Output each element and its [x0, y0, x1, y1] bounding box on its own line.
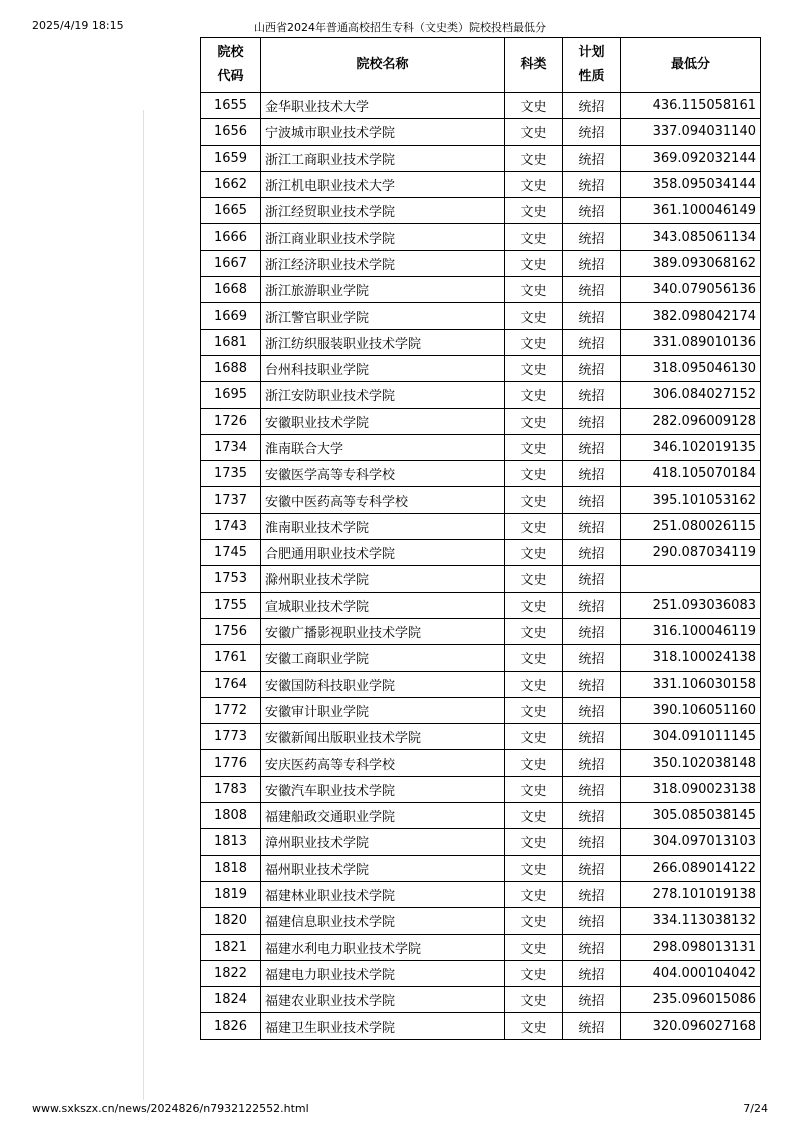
header-name: 院校名称	[261, 38, 505, 93]
cell-name: 安徽汽车职业技术学院	[261, 776, 505, 802]
cell-code: 1772	[201, 697, 261, 723]
header-plan-line2: 性质	[578, 69, 605, 84]
cell-code: 1826	[201, 1013, 261, 1039]
cell-code: 1659	[201, 145, 261, 171]
table-row	[201, 198, 761, 224]
table-row	[201, 277, 761, 303]
cell-plan: 统招	[563, 250, 621, 276]
cell-name: 安徽中医药高等专科学校	[261, 487, 505, 513]
cell-score: 390.106051160	[621, 697, 761, 723]
table-row	[201, 987, 761, 1013]
cell-category: 文史	[505, 224, 563, 250]
cell-category: 文史	[505, 881, 563, 907]
header-code	[201, 38, 261, 93]
cell-plan: 统招	[563, 987, 621, 1013]
cell-name: 浙江机电职业技术大学	[261, 171, 505, 197]
cell-category: 文史	[505, 513, 563, 539]
cell-category: 文史	[505, 355, 563, 381]
cell-name: 福建农业职业技术学院	[261, 987, 505, 1013]
cell-category: 文史	[505, 987, 563, 1013]
table-row	[201, 671, 761, 697]
cell-score: 235.096015086	[621, 987, 761, 1013]
cell-score: 304.097013103	[621, 829, 761, 855]
cell-score: 298.098013131	[621, 934, 761, 960]
cell-plan: 统招	[563, 303, 621, 329]
cell-score: 404.000104042	[621, 960, 761, 986]
cell-category: 文史	[505, 171, 563, 197]
cell-category: 文史	[505, 908, 563, 934]
cell-category: 文史	[505, 645, 563, 671]
cell-score: 251.080026115	[621, 513, 761, 539]
cell-plan: 统招	[563, 776, 621, 802]
header-plan-line1: 计划	[578, 45, 605, 60]
cell-category: 文史	[505, 198, 563, 224]
cell-name: 宁波城市职业技术学院	[261, 119, 505, 145]
cell-plan: 统招	[563, 487, 621, 513]
admission-score-table	[200, 37, 761, 1040]
cell-score: 395.101053162	[621, 487, 761, 513]
cell-name: 浙江警官职业学院	[261, 303, 505, 329]
cell-plan: 统招	[563, 671, 621, 697]
cell-score: 382.098042174	[621, 303, 761, 329]
table-row	[201, 855, 761, 881]
cell-name: 浙江工商职业技术学院	[261, 145, 505, 171]
table-row	[201, 934, 761, 960]
cell-category: 文史	[505, 329, 563, 355]
page-number: 7/24	[743, 1102, 768, 1115]
cell-score: 318.100024138	[621, 645, 761, 671]
cell-plan: 统招	[563, 382, 621, 408]
cell-score: 436.115058161	[621, 93, 761, 119]
cell-plan: 统招	[563, 934, 621, 960]
table-row	[201, 461, 761, 487]
cell-plan: 统招	[563, 329, 621, 355]
cell-score: 290.087034119	[621, 540, 761, 566]
cell-plan: 统招	[563, 461, 621, 487]
cell-category: 文史	[505, 829, 563, 855]
cell-code: 1818	[201, 855, 261, 881]
cell-code: 1695	[201, 382, 261, 408]
cell-code: 1764	[201, 671, 261, 697]
table-row	[201, 1013, 761, 1039]
cell-code: 1726	[201, 408, 261, 434]
table-row	[201, 303, 761, 329]
table-row	[201, 776, 761, 802]
table-row	[201, 513, 761, 539]
cell-name: 福建电力职业技术学院	[261, 960, 505, 986]
cell-category: 文史	[505, 855, 563, 881]
cell-category: 文史	[505, 382, 563, 408]
table-row	[201, 750, 761, 776]
cell-name: 淮南联合大学	[261, 434, 505, 460]
cell-code: 1681	[201, 329, 261, 355]
cell-category: 文史	[505, 119, 563, 145]
cell-code: 1776	[201, 750, 261, 776]
table-row	[201, 697, 761, 723]
table-row	[201, 355, 761, 381]
cell-plan: 统招	[563, 697, 621, 723]
cell-code: 1667	[201, 250, 261, 276]
cell-code: 1655	[201, 93, 261, 119]
cell-category: 文史	[505, 960, 563, 986]
cell-score: 389.093068162	[621, 250, 761, 276]
cell-name: 台州科技职业学院	[261, 355, 505, 381]
table-row	[201, 224, 761, 250]
cell-code: 1688	[201, 355, 261, 381]
cell-code: 1669	[201, 303, 261, 329]
cell-plan: 统招	[563, 355, 621, 381]
cell-code: 1820	[201, 908, 261, 934]
cell-category: 文史	[505, 250, 563, 276]
cell-code: 1808	[201, 803, 261, 829]
cell-name: 合肥通用职业技术学院	[261, 540, 505, 566]
cell-category: 文史	[505, 1013, 563, 1039]
table-row	[201, 803, 761, 829]
cell-plan: 统招	[563, 513, 621, 539]
cell-code: 1668	[201, 277, 261, 303]
table-row	[201, 119, 761, 145]
cell-category: 文史	[505, 724, 563, 750]
cell-name: 福建信息职业技术学院	[261, 908, 505, 934]
cell-score: 346.102019135	[621, 434, 761, 460]
cell-score	[621, 566, 761, 592]
cell-score: 334.113038132	[621, 908, 761, 934]
cell-score: 350.102038148	[621, 750, 761, 776]
cell-score: 305.085038145	[621, 803, 761, 829]
cell-category: 文史	[505, 697, 563, 723]
cell-score: 331.106030158	[621, 671, 761, 697]
cell-plan: 统招	[563, 645, 621, 671]
cell-name: 福州职业技术学院	[261, 855, 505, 881]
cell-plan: 统招	[563, 592, 621, 618]
cell-code: 1745	[201, 540, 261, 566]
cell-category: 文史	[505, 803, 563, 829]
cell-name: 浙江安防职业技术学院	[261, 382, 505, 408]
cell-code: 1666	[201, 224, 261, 250]
cell-name: 安徽职业技术学院	[261, 408, 505, 434]
cell-category: 文史	[505, 776, 563, 802]
cell-score: 251.093036083	[621, 592, 761, 618]
cell-category: 文史	[505, 277, 563, 303]
cell-name: 安徽广播影视职业技术学院	[261, 618, 505, 644]
cell-category: 文史	[505, 671, 563, 697]
cell-category: 文史	[505, 461, 563, 487]
cell-category: 文史	[505, 434, 563, 460]
cell-plan: 统招	[563, 960, 621, 986]
cell-plan: 统招	[563, 750, 621, 776]
table-row	[201, 881, 761, 907]
cell-score: 358.095034144	[621, 171, 761, 197]
cell-category: 文史	[505, 408, 563, 434]
cell-score: 318.095046130	[621, 355, 761, 381]
page-title: 山西省2024年普通高校招生专科（文史类）院校投档最低分	[254, 21, 546, 34]
cell-plan: 统招	[563, 908, 621, 934]
cell-plan: 统招	[563, 119, 621, 145]
table-row	[201, 645, 761, 671]
cell-code: 1819	[201, 881, 261, 907]
table-row	[201, 618, 761, 644]
cell-code: 1783	[201, 776, 261, 802]
header-score: 最低分	[621, 38, 761, 93]
cell-plan: 统招	[563, 224, 621, 250]
cell-category: 文史	[505, 566, 563, 592]
cell-name: 浙江纺织服装职业技术学院	[261, 329, 505, 355]
table-row	[201, 592, 761, 618]
header-category: 科类	[505, 38, 563, 93]
cell-plan: 统招	[563, 1013, 621, 1039]
cell-code: 1665	[201, 198, 261, 224]
cell-code: 1737	[201, 487, 261, 513]
header-plan	[563, 38, 621, 93]
cell-name: 安徽工商职业学院	[261, 645, 505, 671]
cell-name: 安庆医药高等专科学校	[261, 750, 505, 776]
cell-code: 1755	[201, 592, 261, 618]
table-row	[201, 487, 761, 513]
cell-name: 安徽新闻出版职业技术学院	[261, 724, 505, 750]
cell-score: 340.079056136	[621, 277, 761, 303]
cell-plan: 统招	[563, 145, 621, 171]
cell-code: 1735	[201, 461, 261, 487]
print-datetime: 2025/4/19 18:15	[32, 19, 124, 32]
cell-plan: 统招	[563, 198, 621, 224]
cell-code: 1824	[201, 987, 261, 1013]
cell-plan: 统招	[563, 93, 621, 119]
cell-code: 1773	[201, 724, 261, 750]
cell-name: 安徽审计职业学院	[261, 697, 505, 723]
table-row	[201, 145, 761, 171]
cell-name: 福建船政交通职业学院	[261, 803, 505, 829]
table-row	[201, 960, 761, 986]
cell-plan: 统招	[563, 277, 621, 303]
header-code-line2: 代码	[217, 69, 244, 84]
header-code-line1: 院校	[217, 45, 244, 60]
cell-score: 278.101019138	[621, 881, 761, 907]
cell-plan: 统招	[563, 855, 621, 881]
table-row	[201, 329, 761, 355]
cell-name: 滁州职业技术学院	[261, 566, 505, 592]
cell-score: 304.091011145	[621, 724, 761, 750]
table-row	[201, 171, 761, 197]
cell-code: 1662	[201, 171, 261, 197]
cell-code: 1656	[201, 119, 261, 145]
cell-score: 316.100046119	[621, 618, 761, 644]
cell-plan: 统招	[563, 881, 621, 907]
cell-name: 福建水利电力职业技术学院	[261, 934, 505, 960]
cell-name: 浙江经贸职业技术学院	[261, 198, 505, 224]
table-row	[201, 434, 761, 460]
cell-code: 1734	[201, 434, 261, 460]
cell-plan: 统招	[563, 434, 621, 460]
table-row	[201, 408, 761, 434]
cell-plan: 统招	[563, 540, 621, 566]
table-body	[201, 93, 761, 1040]
table-row	[201, 829, 761, 855]
cell-code: 1753	[201, 566, 261, 592]
cell-name: 福建卫生职业技术学院	[261, 1013, 505, 1039]
cell-category: 文史	[505, 618, 563, 644]
cell-category: 文史	[505, 750, 563, 776]
cell-score: 343.085061134	[621, 224, 761, 250]
cell-name: 安徽医学高等专科学校	[261, 461, 505, 487]
cell-plan: 统招	[563, 566, 621, 592]
cell-name: 宣城职业技术学院	[261, 592, 505, 618]
cell-name: 浙江商业职业技术学院	[261, 224, 505, 250]
cell-code: 1761	[201, 645, 261, 671]
cell-code: 1813	[201, 829, 261, 855]
table-row	[201, 566, 761, 592]
cell-category: 文史	[505, 592, 563, 618]
cell-score: 306.084027152	[621, 382, 761, 408]
margin-rule	[143, 110, 144, 1100]
cell-category: 文史	[505, 303, 563, 329]
cell-plan: 统招	[563, 803, 621, 829]
cell-score: 320.096027168	[621, 1013, 761, 1039]
cell-score: 361.100046149	[621, 198, 761, 224]
cell-category: 文史	[505, 540, 563, 566]
cell-score: 337.094031140	[621, 119, 761, 145]
cell-plan: 统招	[563, 171, 621, 197]
page-url: www.sxkszx.cn/news/2024826/n7932122552.html	[32, 1102, 309, 1115]
cell-category: 文史	[505, 487, 563, 513]
table-row	[201, 250, 761, 276]
cell-category: 文史	[505, 934, 563, 960]
table-row	[201, 724, 761, 750]
cell-name: 浙江经济职业技术学院	[261, 250, 505, 276]
table-header-row	[201, 38, 761, 93]
cell-plan: 统招	[563, 408, 621, 434]
cell-name: 安徽国防科技职业学院	[261, 671, 505, 697]
cell-code: 1822	[201, 960, 261, 986]
cell-score: 266.089014122	[621, 855, 761, 881]
cell-category: 文史	[505, 93, 563, 119]
cell-code: 1743	[201, 513, 261, 539]
cell-score: 318.090023138	[621, 776, 761, 802]
table-row	[201, 908, 761, 934]
cell-category: 文史	[505, 145, 563, 171]
table-row	[201, 382, 761, 408]
cell-score: 369.092032144	[621, 145, 761, 171]
cell-plan: 统招	[563, 829, 621, 855]
cell-score: 418.105070184	[621, 461, 761, 487]
cell-score: 331.089010136	[621, 329, 761, 355]
cell-plan: 统招	[563, 724, 621, 750]
cell-plan: 统招	[563, 618, 621, 644]
cell-score: 282.096009128	[621, 408, 761, 434]
cell-code: 1821	[201, 934, 261, 960]
table-row	[201, 93, 761, 119]
table-row	[201, 540, 761, 566]
cell-code: 1756	[201, 618, 261, 644]
cell-name: 漳州职业技术学院	[261, 829, 505, 855]
cell-name: 浙江旅游职业学院	[261, 277, 505, 303]
cell-name: 金华职业技术大学	[261, 93, 505, 119]
cell-name: 淮南职业技术学院	[261, 513, 505, 539]
cell-name: 福建林业职业技术学院	[261, 881, 505, 907]
